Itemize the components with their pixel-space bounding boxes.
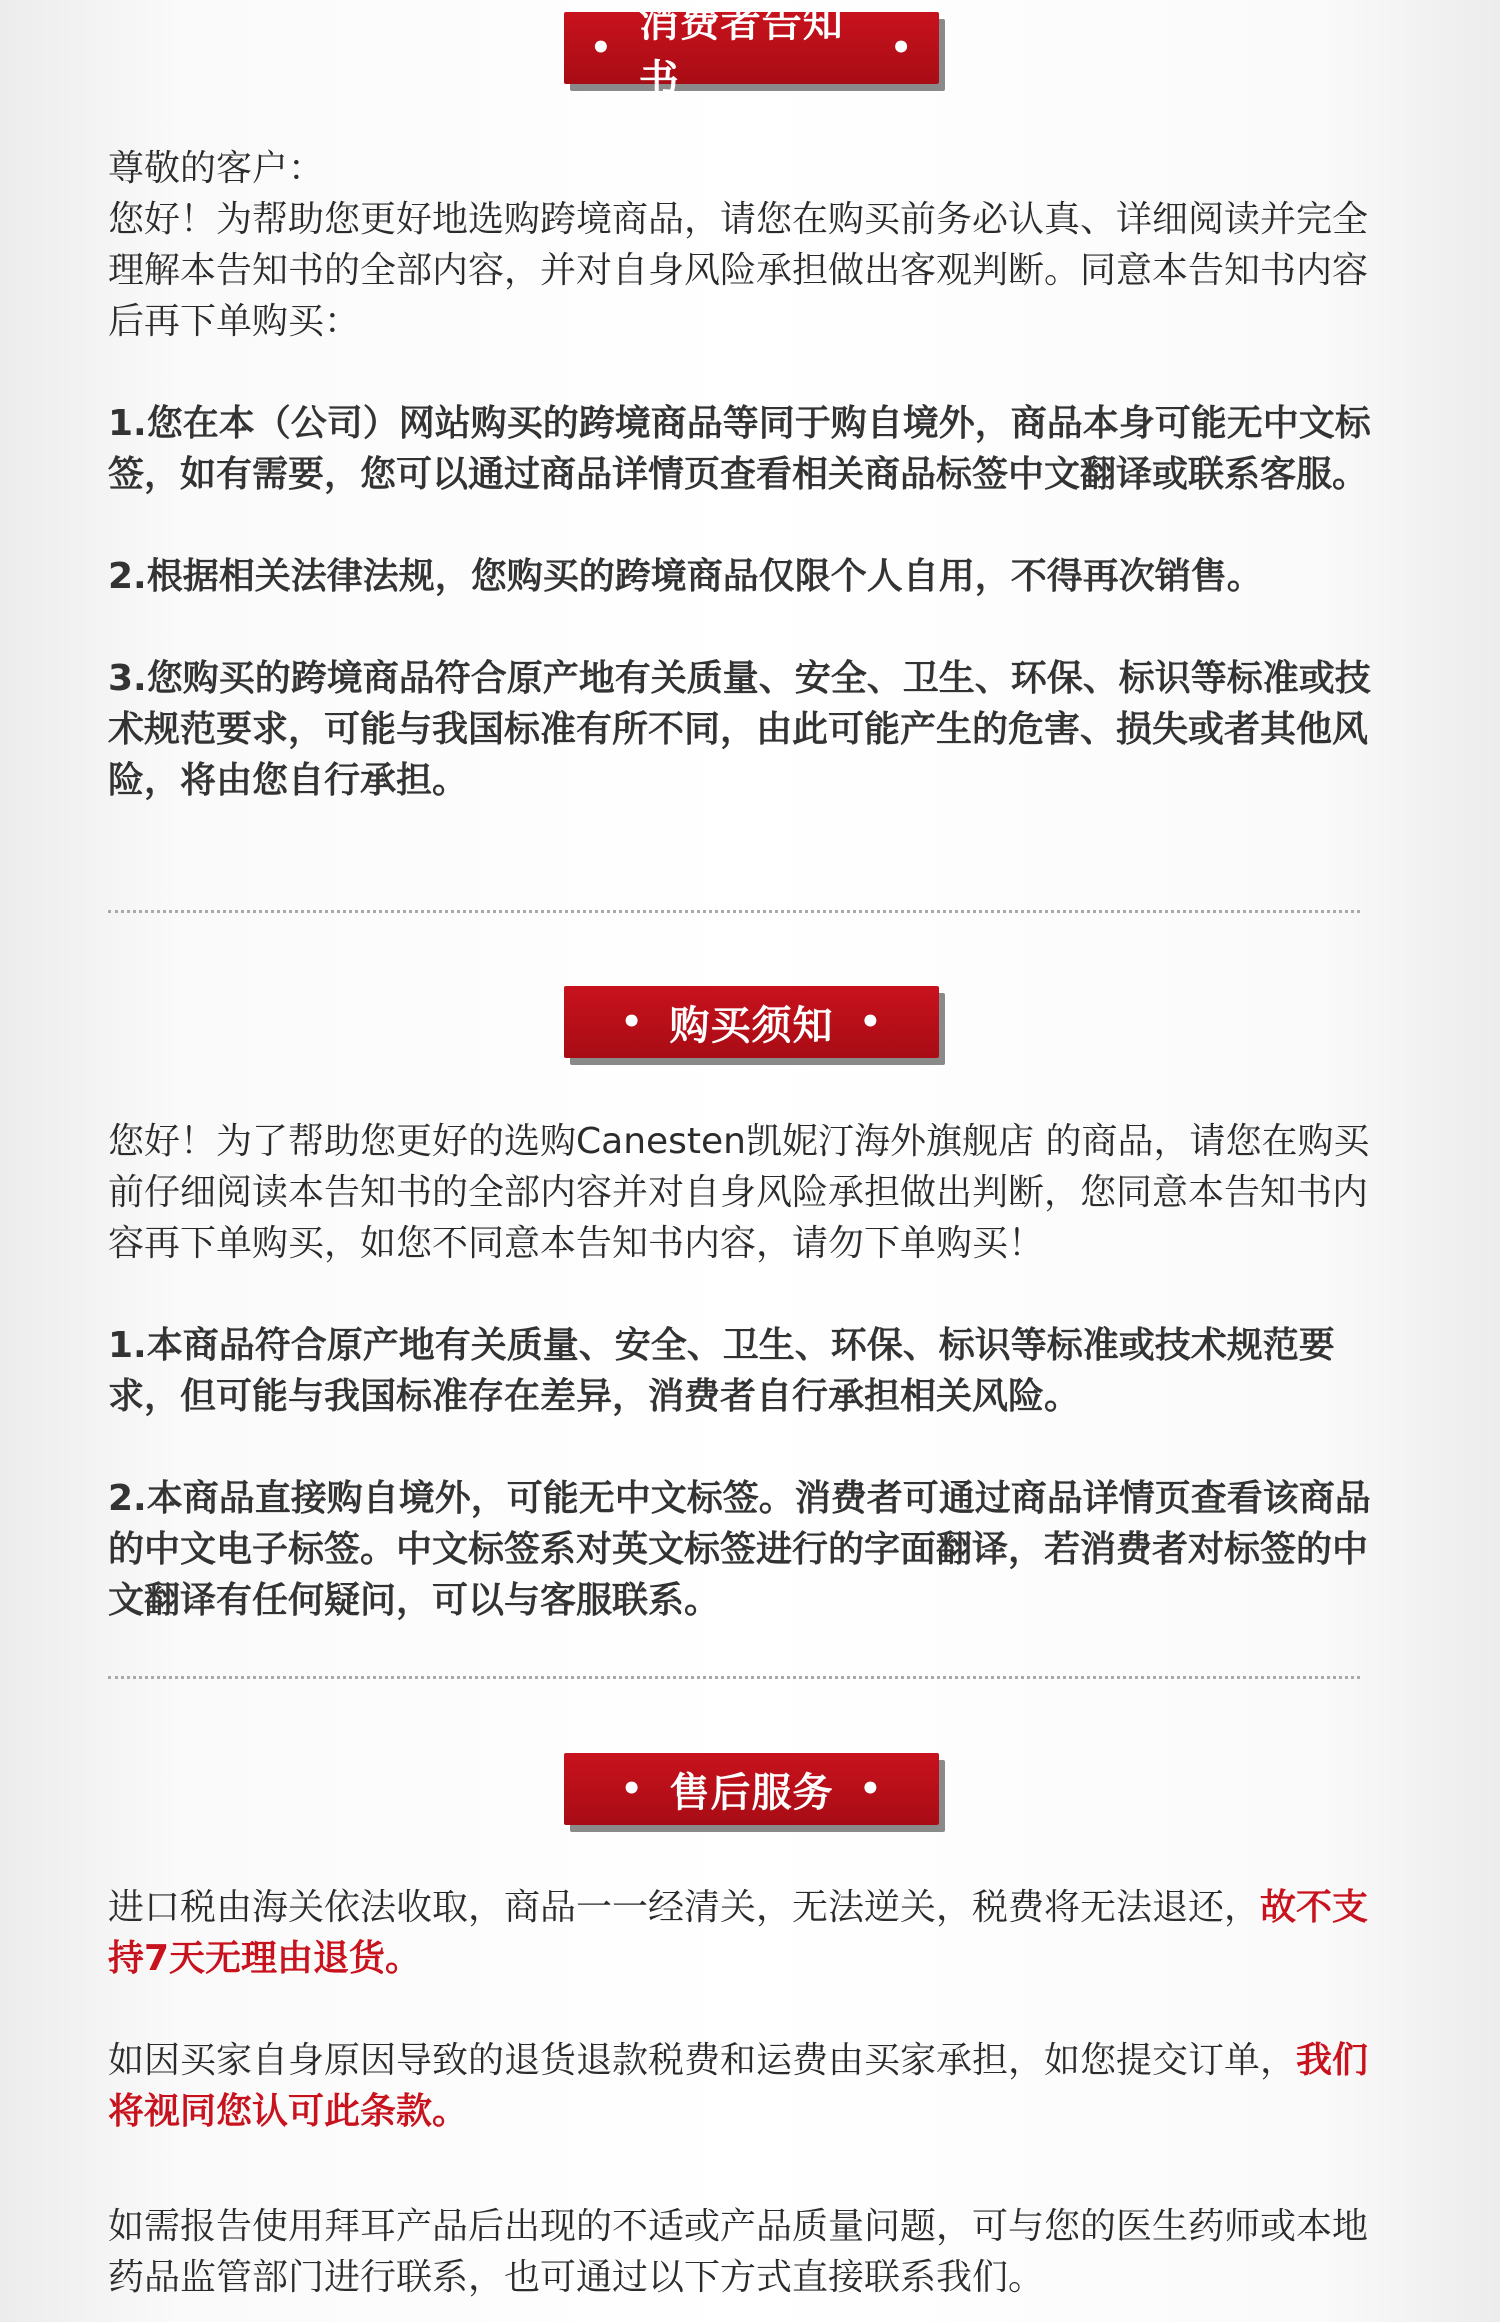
consumer-notice-item-2: 2.根据相关法律法规，您购买的跨境商品仅限个人自用，不得再次销售。: [108, 556, 1263, 597]
return-cost-text: 如因买家自身原因导致的退货退款税费和运费由买家承担，如您提交订单，: [108, 2040, 1297, 2081]
consumer-notice-section: [108, 143, 1398, 806]
consumer-notice-title: 消费者告知书: [638, 0, 844, 103]
dotted-divider: [108, 910, 1360, 913]
dotted-divider: [108, 1676, 1360, 1679]
consumer-notice-intro: 您好！为帮助您更好地选购跨境商品，请您在购买前务必认真、详细阅读并完全理解本告知书的全部内容，并对自身风险承担做出客观判断。同意本告知书内容后再下单购买：: [108, 199, 1369, 342]
greeting-text: 尊敬的客户：: [108, 148, 325, 189]
purchase-notice-banner: [564, 986, 939, 1058]
purchase-notice-item-2: 2.本商品直接购自境外，可能无中文标签。消费者可通过商品详情页查看该商品的中文电子标签。中文标签系对英文标签进行的字面翻译，若消费者对标签的中文翻译有任何疑问，可以与客服联系。: [108, 1478, 1371, 1621]
consumer-notice-item-1: 1.您在本（公司）网站购买的跨境商品等同于购自境外，商品本身可能无中文标签，如有需要，您可以通过商品详情页查看相关商品标签中文翻译或联系客服。: [108, 403, 1371, 495]
consumer-notice-banner: [564, 0, 939, 103]
after-sales-para-3: 如需报告使用拜耳产品后出现的不适或产品质量问题，可与您的医生药师或本地药品监管部门进行联系，也可通过以下方式直接联系我们。: [108, 2206, 1369, 2298]
purchase-notice-item-1: 1.本商品符合原产地有关质量、安全、卫生、环保、标识等标准或技术规范要求，但可能与我国标准存在差异，消费者自行承担相关风险。: [108, 1325, 1335, 1417]
after-sales-section: [108, 1882, 1398, 2303]
after-sales-title: 售后服务: [669, 1769, 834, 1816]
customs-tax-text: 进口税由海关依法收取，商品一一经清关，无法逆关，税费将无法退还，: [108, 1887, 1261, 1928]
bullet-dot-icon: •: [590, 28, 613, 68]
after-sales-para-1: [108, 1882, 1398, 1984]
consumer-notice-item-3: 3.您购买的跨境商品符合原产地有关质量、安全、卫生、环保、标识等标准或技术规范要求，可能与我国标准有所不同，由此可能产生的危害、损失或者其他风险，将由您自行承担。: [108, 658, 1371, 801]
after-sales-banner: [564, 1753, 939, 1825]
terms-agreement-text: 我们将视同您认可此条款。: [108, 2040, 1369, 2132]
bullet-dot-icon: •: [859, 1769, 883, 1809]
bullet-dot-icon: •: [620, 1769, 644, 1809]
purchase-notice-intro: 您好！为了帮助您更好的选购Canesten凯妮汀海外旗舰店 的商品，请您在购买前仔细阅读本告知书的全部内容并对自身风险承担做出判断，您同意本告知书内容再下单购买，如您不同意本告知书内容，请勿下单购买！: [108, 1121, 1370, 1264]
bullet-dot-icon: •: [890, 28, 913, 68]
after-sales-para-2: [108, 2035, 1398, 2137]
no-return-warning: 故不支持7天无理由退货。: [108, 1887, 1369, 1979]
bullet-dot-icon: •: [859, 1002, 883, 1042]
purchase-notice-section: [108, 1116, 1398, 1626]
purchase-notice-title: 购买须知: [669, 1002, 834, 1049]
bullet-dot-icon: •: [620, 1002, 644, 1042]
